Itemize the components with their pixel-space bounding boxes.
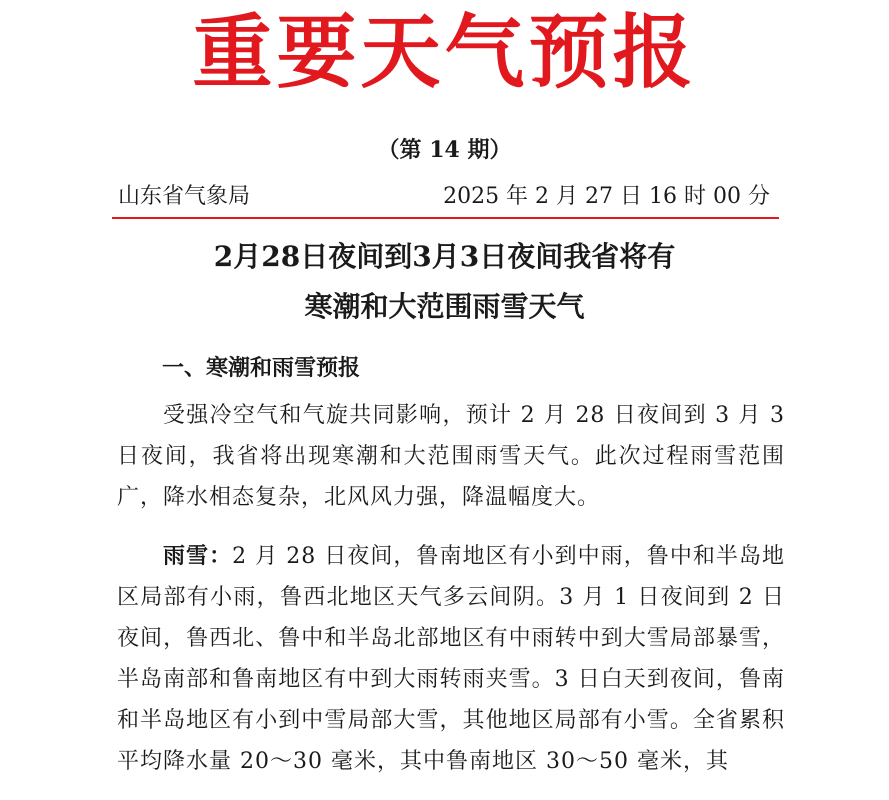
red-divider-line [112, 217, 779, 219]
paragraph-overview: 受强冷空气和气旋共同影响，预计 2 月 28 日夜间到 3 月 3 日夜间，我省将出现寒潮和大范围雨雪天气。此次过程雨雪范围广，降水相态复杂，北风风力强，降温幅度大。 [117, 403, 785, 510]
issue-number: （第 14 期） [377, 137, 512, 163]
issuing-organization: 山东省气象局 [118, 184, 251, 209]
headline-line-2: 寒潮和大范围雨雪天气 [304, 290, 585, 323]
headline-line-1: 2月28日夜间到3月3日夜间我省将有 [213, 240, 676, 273]
headline [0, 232, 889, 332]
issue-datetime: 2025 年 2 月 27 日 16 时 00 分 [443, 184, 770, 209]
meta-row [118, 181, 770, 213]
paragraph-rain-snow-text: 2 月 28 日夜间，鲁南地区有小到中雨，鲁中和半岛地区局部有小雨，鲁西北地区天气多云间阴。3 月 1 日夜间到 2 日夜间，鲁西北、鲁中和半岛北部地区有中雨转中到大雪局部暴雪，半岛南部和鲁南地区有中到大雨转雨夹雪。3 日白天到夜间，鲁南和半岛地区有小到中雪局部大雪，其他地区局部有小雪。全省累积平均降水量 20～30 毫米，其中鲁南地区 30～50 毫米，其 [117, 544, 785, 774]
section-heading: 一、寒潮和雨雪预报 [162, 355, 361, 381]
masthead-title: 重要天气预报 [192, 5, 697, 99]
paragraph-lead: 雨雪： [163, 543, 233, 569]
paragraph-rain-snow [117, 536, 785, 782]
